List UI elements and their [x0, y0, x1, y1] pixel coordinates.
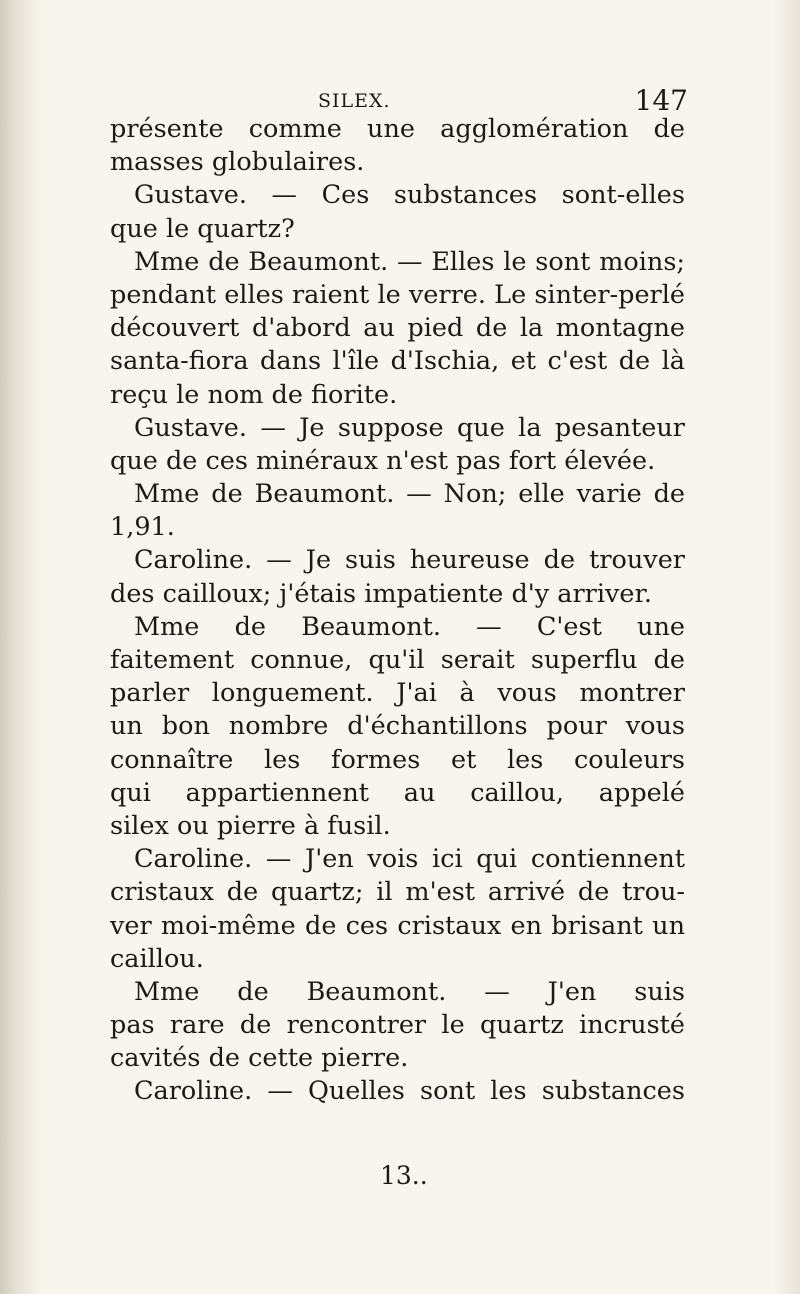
text-line: Gustave. — Ces substances sont-elles — [134, 180, 685, 211]
text-line: silex ou pierre à fusil. — [110, 810, 391, 841]
running-head: SILEX. — [318, 90, 391, 112]
text-line: Caroline. — Je suis heureuse de trouver — [134, 545, 685, 576]
text-line: qui appartiennent au caillou, appelé — [110, 777, 685, 808]
signature-mark: 13.. — [380, 1161, 428, 1190]
text-line: un bon nombre d'échantillons pour vous — [110, 711, 685, 742]
text-line: que le quartz? — [110, 213, 295, 244]
text-line: découvert d'abord au pied de la montagne — [110, 313, 685, 344]
text-line: Mme de Beaumont. — C'est une — [134, 611, 685, 642]
page-number: 147 — [634, 84, 688, 117]
text-line: Mme de Beaumont. — Non; elle varie de — [134, 479, 685, 510]
text-line: reçu le nom de fiorite. — [110, 379, 398, 410]
text-line: que de ces minéraux n'est pas fort élevée. — [110, 445, 656, 476]
page-edge — [772, 0, 800, 1294]
text-line: cristaux de quartz; il m'est arrivé de trou- — [110, 877, 685, 908]
text-line: Mme de Beaumont. — Elles le sont moins; — [134, 246, 685, 277]
text-line: santa-fiora dans l'île d'Ischia, et c'est de là — [110, 346, 685, 377]
text-line: Caroline. — J'en vois ici qui contiennent — [134, 844, 685, 875]
text-line: des cailloux; j'étais impatiente d'y arriver. — [110, 578, 653, 609]
text-line: pendant elles raient le verre. Le sinter-perlé — [110, 279, 685, 310]
text-line: faitement connue, qu'il serait superflu de — [110, 645, 685, 675]
text-line: masses globulaires. — [110, 147, 365, 178]
text-line: présente comme une agglomération de — [110, 114, 685, 144]
text-line: Gustave. — Je suppose que la pesanteur — [134, 412, 685, 443]
text-line: connaître les formes et les couleurs — [110, 744, 685, 775]
text-line: parler longuement. J'ai à vous montrer — [110, 678, 685, 709]
text-line: cavités de cette pierre. — [110, 1043, 409, 1074]
text-line: 1,91. — [110, 512, 175, 543]
text-line: Mme de Beaumont. — J'en suis — [134, 976, 685, 1007]
text-line: pas rare de rencontrer le quartz incrusté — [110, 1010, 685, 1041]
binding-shadow — [0, 0, 42, 1294]
text-line: Caroline. — Quelles sont les substances — [134, 1076, 685, 1107]
body-text — [110, 113, 685, 1109]
text-line: caillou. — [110, 943, 204, 974]
text-line: ver moi-même de ces cristaux en brisant un — [110, 910, 685, 941]
